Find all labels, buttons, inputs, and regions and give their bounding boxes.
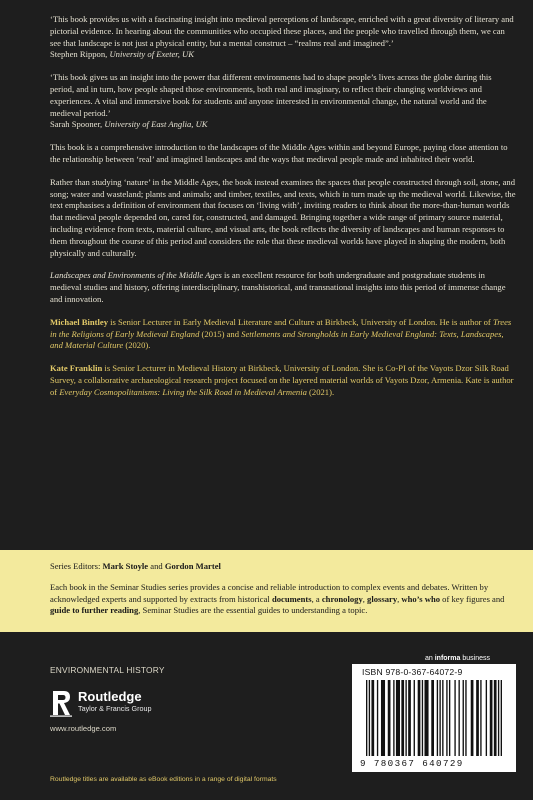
publisher-url: www.routledge.com bbox=[50, 724, 117, 733]
barcode-bar bbox=[437, 680, 438, 756]
publisher-subtitle: Taylor & Francis Group bbox=[78, 704, 152, 713]
series-description: Each book in the Seminar Studies series provides a concise and reliable introduction to complex events and debates. Written by acknowledged experts and supported by extracts from historical documents, a chronology, glossary, who’s who of key figures and guide to further reading, Seminar Studies are the essential guides to understanding a topic. bbox=[50, 581, 505, 616]
barcode-bar bbox=[377, 680, 378, 756]
barcode-bar bbox=[494, 680, 497, 756]
series-editors: Series Editors: Mark Stoyle and Gordon Martel bbox=[50, 561, 221, 571]
barcode-bar bbox=[446, 680, 447, 756]
publisher-logo bbox=[50, 688, 180, 720]
quote-text: ‘This book provides us with a fascinating insight into medieval perceptions of landscape, enriched with a great diversity of literary and pictorial evidence. In hearing about the communities who occupied these places, and the people who travelled through them, we can see that landscape is not just a physical entity, but a mental construct – “realms real and imagined”.’ bbox=[50, 14, 514, 48]
barcode-bar bbox=[471, 680, 474, 756]
barcode-bar bbox=[458, 680, 459, 756]
barcode-bar bbox=[498, 680, 499, 756]
isbn-barcode bbox=[352, 664, 516, 772]
publisher-name: Routledge bbox=[78, 689, 142, 704]
barcode-bar bbox=[422, 680, 423, 756]
barcode-bar bbox=[366, 680, 367, 756]
barcode-bar bbox=[480, 680, 481, 756]
barcode-bar bbox=[388, 680, 391, 756]
barcode-bar bbox=[486, 680, 487, 756]
barcode-bar bbox=[431, 680, 434, 756]
informa-tag: an informa business bbox=[425, 655, 490, 662]
isbn-digits: 9 780367 640729 bbox=[360, 758, 464, 769]
resource-paragraph: Landscapes and Environments of the Middle Ages is an excellent resource for both undergraduate and postgraduate students in medieval studies and history, offering interdisciplinary, transhistorical, and transnational insights into this period of immense change and innovation. bbox=[50, 270, 506, 304]
barcode-bar bbox=[396, 680, 400, 756]
barcode-bar bbox=[418, 680, 421, 756]
quote-text: ‘This book gives us an insight into the power that different environments had to shape people’s lives across the globe during this period, and in turn, how people shaped those environments, both real and imaginary, to reflect their changing worldviews and experiences. A vital and immersive book for students and anyone interested in environmental change, the natural world and the medieval period.’ bbox=[50, 72, 492, 118]
quote-author: Stephen Rippon, University of Exeter, UK bbox=[50, 49, 194, 60]
endorsement-quote bbox=[50, 72, 516, 131]
barcode-bar bbox=[424, 680, 428, 756]
quote-author: Sarah Spooner, University of East Anglia, UK bbox=[50, 119, 208, 130]
barcode-bar bbox=[442, 680, 443, 756]
barcode-bar bbox=[476, 680, 479, 756]
barcode-bar bbox=[414, 680, 415, 756]
routledge-r-icon bbox=[50, 688, 72, 718]
barcode-bar bbox=[371, 680, 374, 756]
barcode-bar bbox=[369, 680, 370, 756]
author-bio: Kate Franklin is Senior Lecturer in Medieval History at Birkbeck, University of London. She is Co-PI of the Vayots Dzor Silk Road Survey, a collaborative archaeological research project focused on the layered material worlds of Vayots Dzor, Armenia. Kate is author of Everyday Cosmopolitanisms: Living the Silk Road in Medieval Armenia (2021). bbox=[50, 363, 514, 397]
barcode-bar bbox=[439, 680, 440, 756]
barcode-bar bbox=[465, 680, 466, 756]
description-paragraph: This book is a comprehensive introduction to the landscapes of the Middle Ages within and beyond Europe, paying close attention to the relationship between ‘real’ and imagined landscapes and the ways that medieval people made and inhabited their world. bbox=[50, 142, 508, 164]
barcode-bar bbox=[381, 680, 385, 756]
series-band bbox=[0, 550, 533, 632]
barcode-bar bbox=[405, 680, 406, 756]
barcode-bar bbox=[408, 680, 411, 756]
barcode-image bbox=[366, 680, 502, 758]
barcode-bar bbox=[454, 680, 455, 756]
barcode-bar bbox=[449, 680, 450, 756]
barcode-bar bbox=[393, 680, 394, 756]
ebook-note: Routledge titles are available as eBook editions in a range of digital formats bbox=[50, 776, 277, 783]
description-paragraph: Rather than studying ‘nature’ in the Middle Ages, the book instead examines the spaces that people constructed through soil, stone, and song; water and wasteland; plants and animals; and timber, textiles, and texts, which in turn made up the medieval world. Likewise, the text emphasises a definition of environment that focuses on ‘living with’, inviting readers to think about the more-than-human worlds that medieval people depended on, cared for, constructed, and damaged. Bringing together a wide range of primary source material, including evidence from texts, material culture, and visual arts, the book reflects the diversity of landscapes and human responses to them throughout the course of this period and considers the role that these medieval worlds have played in shaping the modern, both physically and culturally. bbox=[50, 176, 516, 258]
isbn-label: ISBN 978-0-367-64072-9 bbox=[362, 667, 463, 677]
endorsement-quote bbox=[50, 14, 516, 61]
barcode-bar bbox=[463, 680, 464, 756]
barcode-bar bbox=[401, 680, 404, 756]
barcode-bar bbox=[501, 680, 502, 756]
main-text bbox=[50, 14, 516, 410]
author-bio: Michael Bintley is Senior Lecturer in Early Medieval Literature and Culture at Birkbeck, University of London. He is author of Trees in the Religions of Early Medieval England (2015) and Settlements and Strongholds in Early Medieval England: Texts, Landscapes, and Material Culture (2020). bbox=[50, 316, 512, 351]
barcode-bar bbox=[490, 680, 493, 756]
category-label: ENVIRONMENTAL HISTORY bbox=[50, 665, 165, 675]
